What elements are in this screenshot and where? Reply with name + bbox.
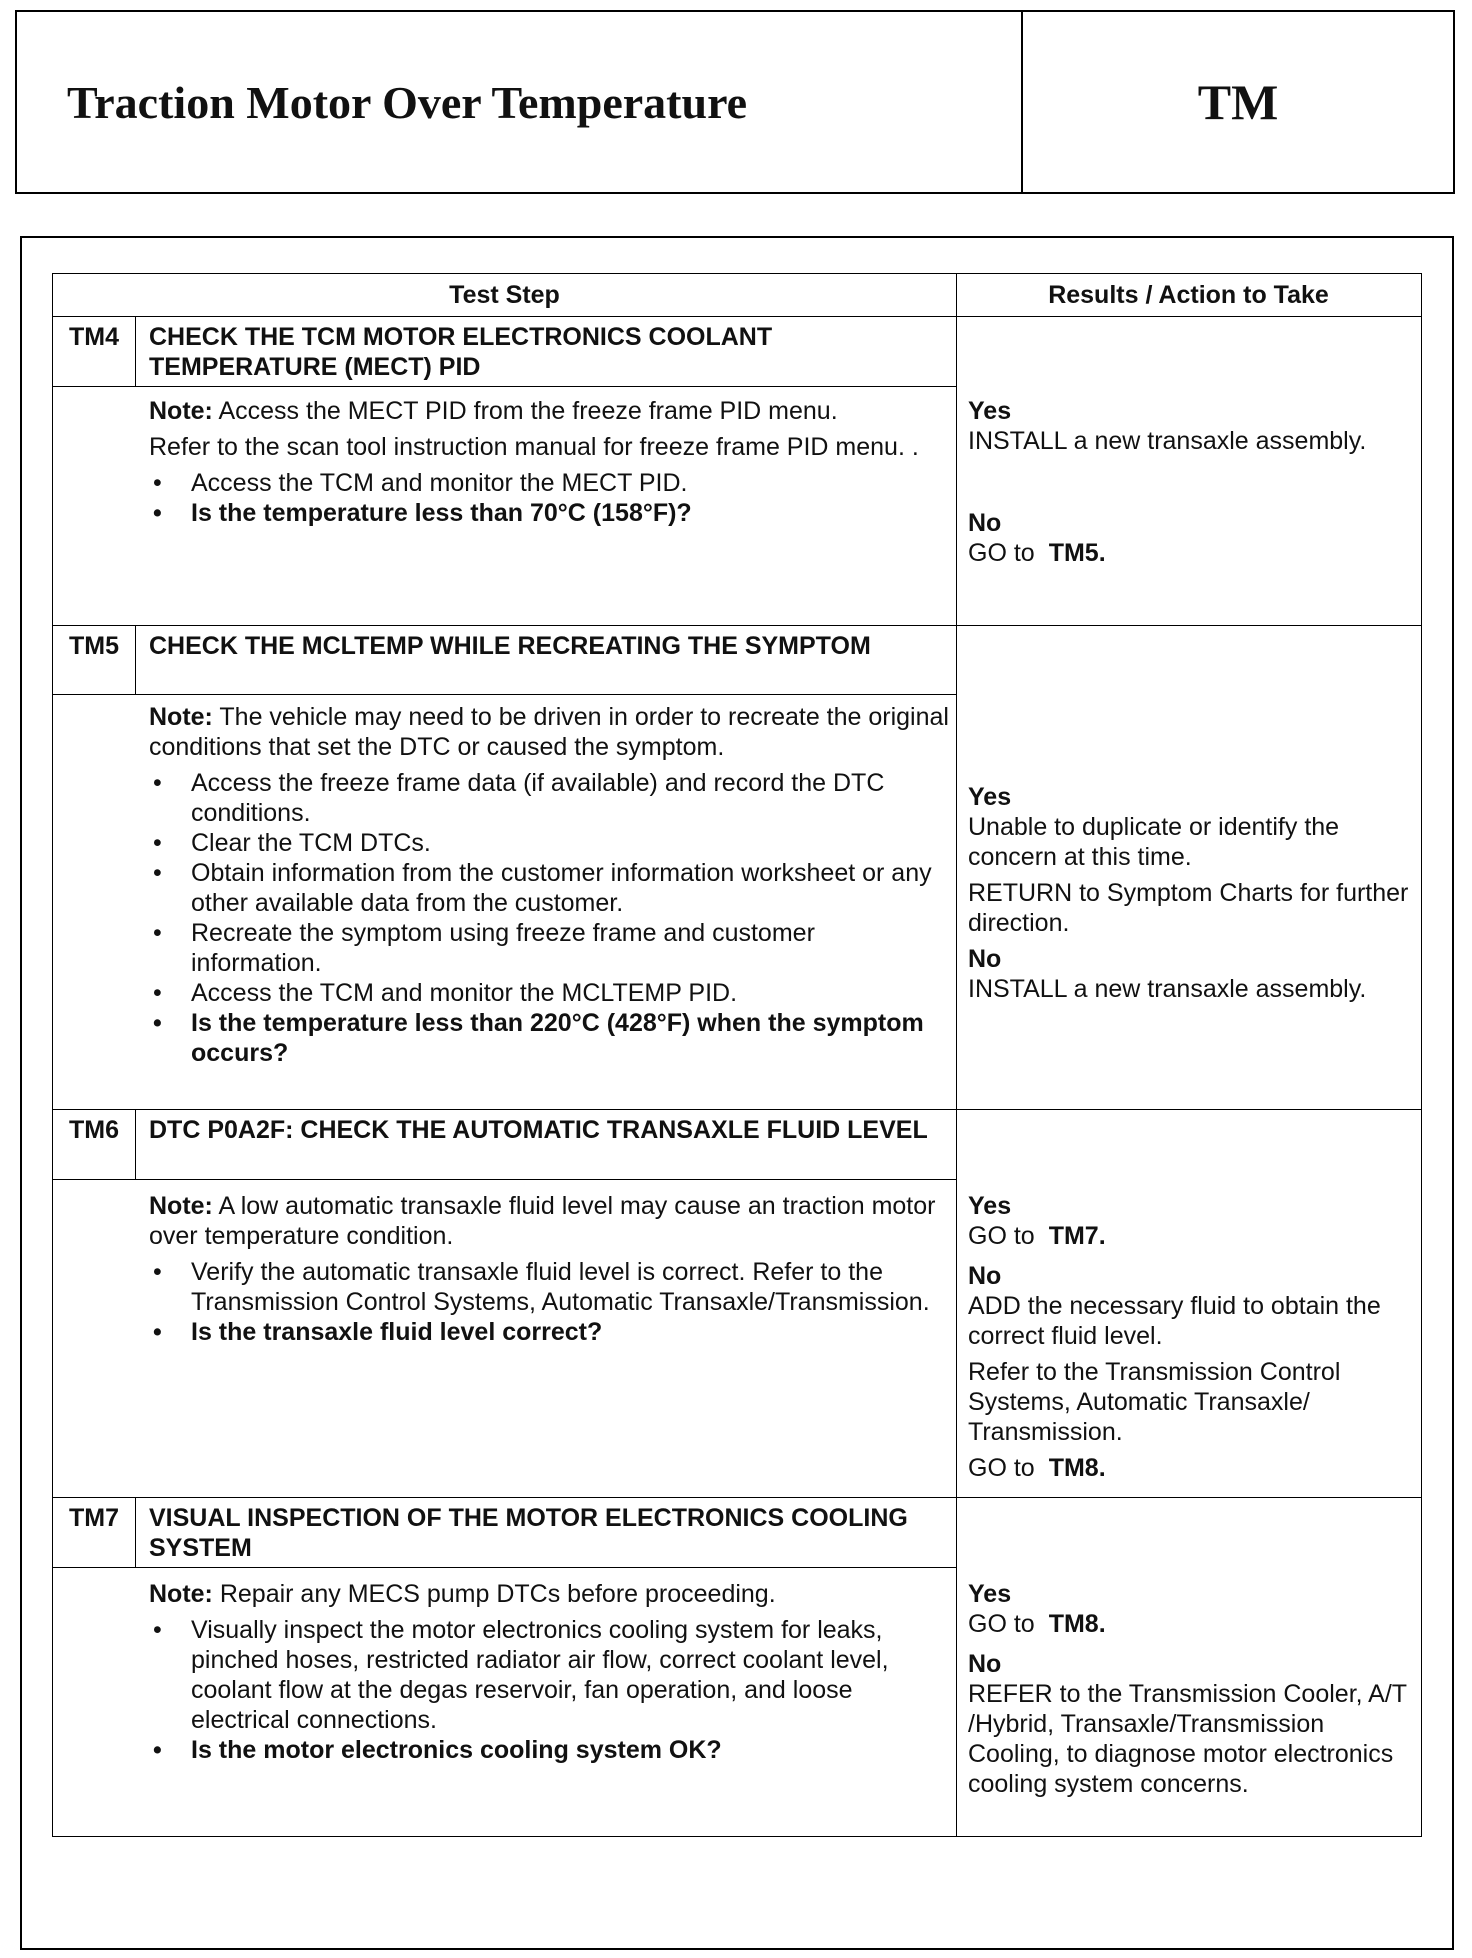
no-action: INSTALL a new transaxle assembly. (968, 975, 1367, 1003)
note-label: Note: (149, 703, 213, 731)
test-step-table (52, 273, 1422, 1837)
note-text: Repair any MECS pump DTCs before proceeding. (219, 1580, 776, 1608)
step-title: VISUAL INSPECTION OF THE MOTOR ELECTRONICS COOLING SYSTEM (149, 1504, 908, 1562)
yes-action: GO to (968, 1610, 1035, 1638)
list-item: • Access the TCM and monitor the MCLTEMP PID. (149, 978, 949, 1008)
step-title: CHECK THE MCLTEMP WHILE RECREATING THE SYMPTOM (149, 632, 871, 660)
step-ref: TM7. (1048, 1222, 1106, 1250)
step-title: CHECK THE TCM MOTOR ELECTRONICS COOLANT TEMPERATURE (MECT) PID (149, 323, 773, 381)
list-item: • Access the freeze frame data (if available) and record the DTC conditions. (149, 768, 949, 828)
step-code: TM6 (53, 1109, 136, 1179)
yes-label: Yes (968, 1192, 1012, 1220)
no-label: No (968, 1262, 1002, 1290)
column-header-test-step: Test Step (449, 281, 560, 309)
step-result (968, 1191, 1416, 1483)
note-label: Note: (149, 1192, 213, 1220)
section-code: TM (1197, 74, 1279, 130)
step-title: DTC P0A2F: CHECK THE AUTOMATIC TRANSAXLE FLUID LEVEL (149, 1116, 928, 1144)
step-title-divider (53, 1179, 956, 1180)
step-code: TM7 (53, 1497, 136, 1567)
step-result (968, 1579, 1416, 1799)
step-body (149, 1191, 949, 1347)
note-text: A low automatic transaxle fluid level may cause an traction motor over temperature condition. (149, 1192, 936, 1250)
step-question: • Is the transaxle fluid level correct? (149, 1317, 949, 1347)
note-text: Access the MECT PID from the freeze frame PID menu. (218, 397, 838, 425)
note-label: Note: (149, 1580, 213, 1608)
column-divider (956, 274, 957, 1836)
step-title-divider (53, 694, 956, 695)
no-label: No (968, 1650, 1002, 1678)
step-result (968, 782, 1416, 1004)
step-question: • Is the temperature less than 70°C (158°F)? (149, 498, 949, 528)
no-label: No (968, 509, 1002, 537)
yes-label: Yes (968, 783, 1012, 811)
step-title-divider (53, 386, 956, 387)
list-item: • Clear the TCM DTCs. (149, 828, 949, 858)
step-body (149, 396, 949, 528)
no-action-3: GO to (968, 1454, 1035, 1482)
page-title: Traction Motor Over Temperature (17, 12, 1023, 192)
title-box (15, 10, 1455, 194)
list-item: • Recreate the symptom using freeze frame and customer information. (149, 918, 949, 978)
yes-action: INSTALL a new transaxle assembly. (968, 427, 1367, 455)
yes-label: Yes (968, 397, 1012, 425)
step-body (149, 702, 949, 1068)
list-item: • Obtain information from the customer information worksheet or any other available data from the customer. (149, 858, 949, 918)
note-label: Note: (149, 397, 213, 425)
step-ref: TM8. (1048, 1610, 1106, 1638)
column-header-results: Results / Action to Take (1048, 281, 1329, 309)
step-text: Refer to the scan tool instruction manual for freeze frame PID menu. . (149, 433, 919, 461)
step-body (149, 1579, 949, 1765)
step-code: TM4 (53, 316, 136, 386)
no-action: GO to (968, 539, 1035, 567)
list-item: • Verify the automatic transaxle fluid level is correct. Refer to the Transmission Control Systems, Automatic Transaxle/Transmission. (149, 1257, 949, 1317)
step-ref: TM8. (1048, 1454, 1106, 1482)
step-title-divider (53, 1567, 956, 1568)
yes-action: Unable to duplicate or identify the concern at this time. (968, 813, 1340, 871)
list-item: • Visually inspect the motor electronics cooling system for leaks, pinched hoses, restricted radiator air flow, correct coolant level, coolant flow at the degas reservoir, fan operation, and loose electrical connections. (149, 1615, 949, 1735)
step-ref: TM5. (1048, 539, 1106, 567)
list-item: • Access the TCM and monitor the MECT PID. (149, 468, 949, 498)
no-action: ADD the necessary fluid to obtain the correct fluid level. (968, 1292, 1381, 1350)
yes-action-2: RETURN to Symptom Charts for further direction. (968, 879, 1409, 937)
yes-label: Yes (968, 1580, 1012, 1608)
note-text: The vehicle may need to be driven in order to recreate the original conditions that set the DTC or caused the symptom. (149, 703, 949, 761)
step-result (968, 396, 1416, 568)
yes-action: GO to (968, 1222, 1035, 1250)
step-question: • Is the motor electronics cooling system OK? (149, 1735, 949, 1765)
step-code: TM5 (53, 625, 136, 694)
no-action-2: Refer to the Transmission Control Systems, Automatic Transaxle/ Transmission. (968, 1358, 1341, 1446)
no-label: No (968, 945, 1002, 973)
step-question: • Is the temperature less than 220°C (428°F) when the symptom occurs? (149, 1008, 949, 1068)
no-action: REFER to the Transmission Cooler, A/T /Hybrid, Transaxle/Transmission Cooling, to diagnose motor electronics cooling system concerns. (968, 1680, 1407, 1798)
